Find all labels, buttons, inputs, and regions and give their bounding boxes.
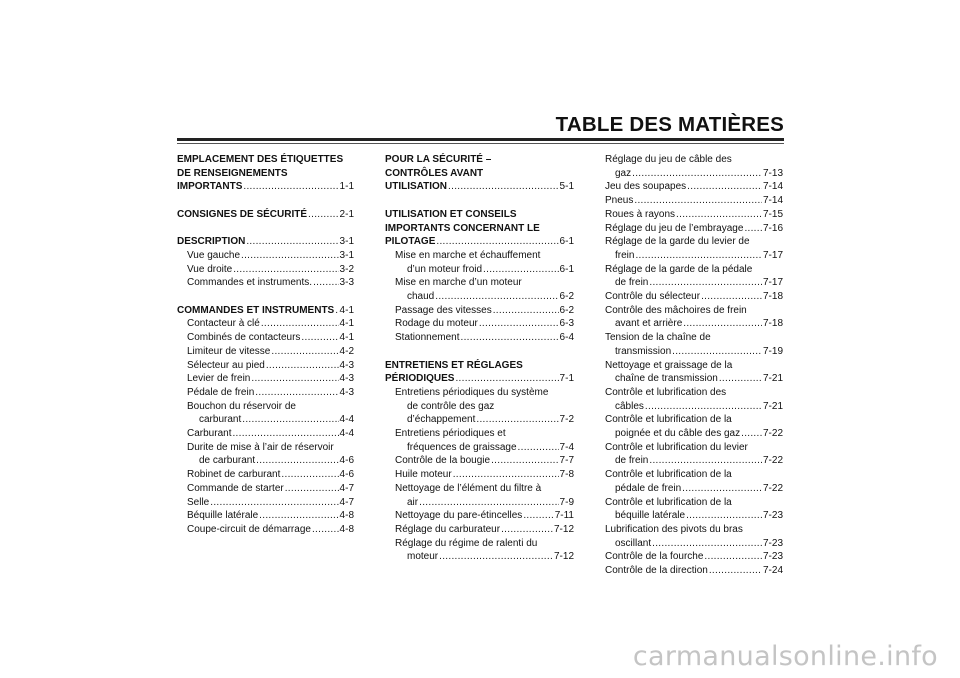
page-number: 4-1	[339, 318, 354, 330]
page-number: 4-3	[339, 373, 354, 385]
toc-entry[interactable]	[177, 496, 354, 510]
toc-entry-line: Réglage du jeu de câble des	[605, 154, 732, 165]
toc-entry-line: Entretiens périodiques du système	[395, 386, 549, 398]
toc-entry[interactable]	[177, 331, 354, 345]
page-number: 3-3	[339, 277, 354, 289]
toc-entry-line: Nettoyage et graissage de la	[605, 359, 733, 371]
toc-entry-label: Stationnement	[395, 332, 460, 344]
toc-entry-label: Jeu des soupapes	[605, 181, 687, 193]
toc-heading-commandes[interactable]	[177, 304, 354, 318]
page-number: 1-1	[339, 181, 354, 193]
page-number: 7-24	[762, 565, 783, 577]
toc-entry-label: chaud	[407, 291, 435, 303]
toc-heading-label: CONSIGNES DE SÉCURITÉ	[177, 208, 308, 220]
toc-entry-label: Réglage du jeu de l’embrayage	[605, 222, 744, 234]
toc-entry-line: Réglage de la garde du levier de	[605, 236, 750, 248]
toc-heading-label: COMMANDES ET INSTRUMENTS	[177, 304, 335, 316]
page-number: 4-8	[339, 510, 354, 522]
toc-entry[interactable]	[385, 263, 574, 277]
page-number: 7-13	[762, 167, 783, 179]
toc-entry-label: câbles	[615, 400, 644, 412]
page-number: 7-17	[762, 277, 783, 289]
toc-entry[interactable]	[177, 413, 354, 427]
toc-entry-line: Bouchon du réservoir de	[187, 400, 296, 412]
toc-entry-label: Robinet de carburant	[187, 469, 281, 481]
page-number: 4-3	[339, 359, 354, 371]
page-number: 7-22	[762, 428, 783, 440]
page-number: 6-1	[559, 236, 574, 248]
toc-heading-line: UTILISATION ET CONSEILS	[385, 208, 517, 220]
page-number: 7-23	[762, 537, 783, 549]
toc-entry-label: Contrôle de la direction	[605, 565, 708, 577]
page-number: 7-18	[762, 291, 783, 303]
toc-heading-line: ENTRETIENS ET RÉGLAGES	[385, 359, 523, 371]
toc-entry[interactable]	[177, 249, 354, 263]
page-number: 7-23	[762, 551, 783, 563]
toc-entry-line: Contrôle des mâchoires de frein	[605, 304, 747, 316]
page-number: 2-1	[339, 208, 354, 220]
toc-entry[interactable]	[385, 331, 574, 345]
toc-entry-line: Lubrification des pivots du bras	[605, 523, 743, 535]
page-number: 3-1	[339, 236, 354, 248]
toc-entry[interactable]	[385, 413, 574, 427]
toc-column-1	[177, 153, 354, 537]
page-number: 7-1	[559, 373, 574, 385]
toc-entry[interactable]	[177, 276, 354, 290]
toc-entry-label: Passage des vitesses	[395, 304, 492, 316]
toc-heading-securite[interactable]	[385, 180, 574, 194]
toc-entry-label: d’échappement	[407, 414, 476, 426]
toc-entry-label: avant et arrière	[615, 318, 683, 330]
page-number: 7-19	[762, 345, 783, 357]
toc-entry-label: d’un moteur froid	[407, 263, 483, 275]
toc-entry[interactable]	[177, 427, 354, 441]
toc-entry-line: Contrôle et lubrification du levier	[605, 441, 748, 453]
toc-column-2	[385, 153, 574, 564]
toc-heading-emplacement[interactable]	[177, 180, 354, 194]
toc-entry-line: Contrôle et lubrification de la	[605, 469, 732, 481]
toc-entry-line: Mise en marche et échauffement	[395, 249, 541, 261]
page-number: 7-17	[762, 249, 783, 261]
toc-entry[interactable]	[605, 317, 783, 331]
toc-entry-label: Selle	[187, 496, 210, 508]
toc-entry-label: frein	[615, 249, 635, 261]
toc-entry[interactable]	[605, 249, 783, 263]
page-number: 4-2	[339, 345, 354, 357]
toc-entry-label: poignée et du câble des gaz	[615, 428, 741, 440]
toc-entry-line: Contrôle et lubrification des	[605, 386, 727, 398]
toc-entry[interactable]	[605, 222, 783, 236]
page-number: 5-1	[559, 181, 574, 193]
toc-entry[interactable]	[177, 482, 354, 496]
toc-entry[interactable]	[385, 550, 574, 564]
toc-entry-label: Rodage du moteur	[395, 318, 478, 330]
toc-entry-label: Combinés de contacteurs	[187, 332, 301, 344]
toc-heading-line: CONTRÔLES AVANT	[385, 167, 484, 179]
toc-entry[interactable]	[605, 454, 783, 468]
toc-entry-label: Contrôle de la bougie	[395, 455, 491, 467]
toc-entry[interactable]	[605, 482, 783, 496]
toc-entry[interactable]	[605, 537, 783, 551]
toc-heading-label: PILOTAGE	[385, 236, 436, 248]
toc-entry-label: de frein	[615, 455, 649, 467]
toc-entry-label: Contacteur à clé	[187, 318, 260, 330]
toc-heading-description[interactable]	[177, 235, 354, 249]
toc-entry-line: Entretiens périodiques et	[395, 428, 506, 440]
toc-entry-label: Commande de starter	[187, 482, 284, 494]
title-rule-thin	[177, 143, 784, 144]
watermark-text: carmanualsonline.info	[632, 641, 938, 672]
toc-entry[interactable]	[605, 509, 783, 523]
toc-entry-label: carburant	[199, 414, 242, 426]
toc-entry[interactable]	[605, 345, 783, 359]
toc-entry-label: oscillant	[615, 537, 652, 549]
toc-heading-line: DE RENSEIGNEMENTS	[177, 167, 288, 179]
toc-entry-label: moteur	[407, 551, 439, 563]
page-number: 7-12	[553, 551, 574, 563]
toc-entry-label: Vue droite	[187, 263, 233, 275]
page-number: 4-7	[339, 482, 354, 494]
toc-entry-label: de carburant	[199, 455, 256, 467]
toc-entry[interactable]	[385, 468, 574, 482]
toc-entry-line: Contrôle et lubrification de la	[605, 414, 732, 426]
toc-entry-label: Commandes et instruments.	[187, 277, 313, 289]
page-number: 7-11	[554, 510, 574, 522]
page-number: 6-1	[559, 263, 574, 275]
toc-entry-label: Coupe-circuit de démarrage	[187, 523, 311, 535]
toc-entry-label: Contrôle de la fourche	[605, 551, 704, 563]
page-number: 7-14	[762, 181, 783, 193]
page-number: 7-9	[559, 496, 574, 508]
toc-entry-label: Roues à rayons	[605, 208, 676, 220]
page-number: 4-7	[339, 496, 354, 508]
toc-entry-line: Tension de la chaîne de	[605, 332, 711, 344]
toc-entry[interactable]	[177, 509, 354, 523]
toc-column-3	[605, 153, 783, 578]
toc-heading-label: UTILISATION	[385, 181, 448, 193]
toc-entry[interactable]	[177, 372, 354, 386]
toc-entry[interactable]	[605, 167, 783, 181]
page-number: 7-8	[559, 469, 574, 481]
toc-entry[interactable]	[605, 550, 783, 564]
toc-entry[interactable]	[385, 454, 574, 468]
page-number: 7-21	[762, 400, 783, 412]
toc-entry[interactable]	[177, 345, 354, 359]
toc-entry-line: Réglage de la garde de la pédale	[605, 263, 753, 275]
toc-entry-label: Vue gauche	[187, 249, 241, 261]
toc-entry-label: béquille latérale	[615, 510, 686, 522]
toc-entry-label: Sélecteur au pied	[187, 359, 265, 371]
toc-entry-line: Contrôle et lubrification de la	[605, 496, 732, 508]
page-number: 4-8	[339, 523, 354, 535]
page-number: 7-14	[762, 195, 783, 207]
page-number: 7-12	[553, 523, 574, 535]
toc-entry[interactable]	[605, 194, 783, 208]
title-rule-thick	[177, 138, 784, 141]
page-number: 7-18	[762, 318, 783, 330]
toc-entry-label: Béquille latérale	[187, 510, 259, 522]
page-number: 3-1	[339, 249, 354, 261]
toc-entry-line: Mise en marche d’un moteur	[395, 277, 522, 289]
toc-entry-label: pédale de frein	[615, 482, 682, 494]
toc-entry[interactable]	[177, 454, 354, 468]
page-number: 6-2	[559, 304, 574, 316]
toc-entry-label: Pneus	[605, 195, 634, 207]
toc-entry[interactable]	[385, 441, 574, 455]
toc-entry[interactable]	[605, 372, 783, 386]
toc-entry[interactable]	[605, 400, 783, 414]
toc-entry[interactable]	[177, 317, 354, 331]
page-number: 7-7	[559, 455, 574, 467]
toc-heading-consignes[interactable]	[177, 208, 354, 222]
page-number: 7-15	[762, 208, 783, 220]
page-number: 4-4	[339, 414, 354, 426]
toc-entry[interactable]	[385, 290, 574, 304]
page-number: 7-21	[762, 373, 783, 385]
toc-entry-label: transmission	[615, 345, 672, 357]
toc-entry-label: chaîne de transmission	[615, 373, 718, 385]
toc-entry-label: fréquences de graissage	[407, 441, 517, 453]
toc-entry[interactable]	[177, 359, 354, 373]
toc-entry-label: de frein	[615, 277, 649, 289]
toc-entry-label: air	[407, 496, 419, 508]
toc-entry[interactable]	[177, 523, 354, 537]
toc-entry[interactable]	[605, 180, 783, 194]
toc-entry-line: de contrôle des gaz	[407, 400, 495, 412]
toc-entry[interactable]	[385, 317, 574, 331]
page-number: 3-2	[339, 263, 354, 275]
toc-entry[interactable]	[385, 523, 574, 537]
toc-heading-entretiens[interactable]	[385, 372, 574, 386]
page-number: 4-6	[339, 455, 354, 467]
toc-entry[interactable]	[177, 263, 354, 277]
toc-entry-label: Limiteur de vitesse	[187, 345, 271, 357]
toc-entry[interactable]	[605, 276, 783, 290]
page-title: TABLE DES MATIÈRES	[555, 113, 784, 136]
toc-entry[interactable]	[605, 290, 783, 304]
toc-heading-line: POUR LA SÉCURITÉ –	[385, 154, 492, 165]
toc-entry[interactable]	[605, 208, 783, 222]
page-number: 4-1	[339, 304, 354, 316]
toc-entry-label: Huile moteur	[395, 469, 452, 481]
page-number: 7-16	[762, 222, 783, 234]
page-number: 7-2	[559, 414, 574, 426]
toc-entry[interactable]	[605, 427, 783, 441]
toc-entry-label: Pédale de frein	[187, 386, 255, 398]
toc-heading-line: IMPORTANTS CONCERNANT LE	[385, 222, 540, 234]
toc-entry[interactable]	[385, 509, 574, 523]
toc-heading-line: EMPLACEMENT DES ÉTIQUETTES	[177, 154, 344, 165]
toc-heading-label: PÉRIODIQUES	[385, 373, 455, 385]
toc-heading-label: IMPORTANTS	[177, 181, 243, 193]
toc-entry-label: Nettoyage du pare-étincelles	[395, 510, 523, 522]
toc-entry-label: Levier de frein	[187, 373, 251, 385]
toc-entry-label: Contrôle du sélecteur	[605, 291, 701, 303]
page-number: 4-6	[339, 469, 354, 481]
toc-entry[interactable]	[605, 564, 783, 578]
toc-heading-label: DESCRIPTION	[177, 236, 246, 248]
toc-entry-label: gaz	[615, 167, 632, 179]
toc-heading-utilisation[interactable]	[385, 235, 574, 249]
toc-entry[interactable]	[177, 468, 354, 482]
page-number: 7-22	[762, 455, 783, 467]
toc-entry-label: Réglage du carburateur	[395, 523, 501, 535]
toc-entry-line: Nettoyage de l’élément du filtre à	[395, 482, 542, 494]
page-number: 6-4	[559, 332, 574, 344]
toc-entry-line: Réglage du régime de ralenti du	[395, 537, 538, 549]
toc-entry[interactable]	[385, 496, 574, 510]
page-number: 4-4	[339, 428, 354, 440]
page-number: 4-1	[339, 332, 354, 344]
page-number: 7-22	[762, 482, 783, 494]
toc-entry[interactable]	[385, 304, 574, 318]
page-number: 4-3	[339, 386, 354, 398]
page-number: 6-3	[559, 318, 574, 330]
page-number: 7-4	[559, 441, 574, 453]
page-number: 7-23	[762, 510, 783, 522]
toc-entry[interactable]	[177, 386, 354, 400]
toc-entry-label: Carburant	[187, 428, 232, 440]
page-number: 6-2	[559, 291, 574, 303]
toc-entry-line: Durite de mise à l’air de réservoir	[187, 441, 334, 453]
